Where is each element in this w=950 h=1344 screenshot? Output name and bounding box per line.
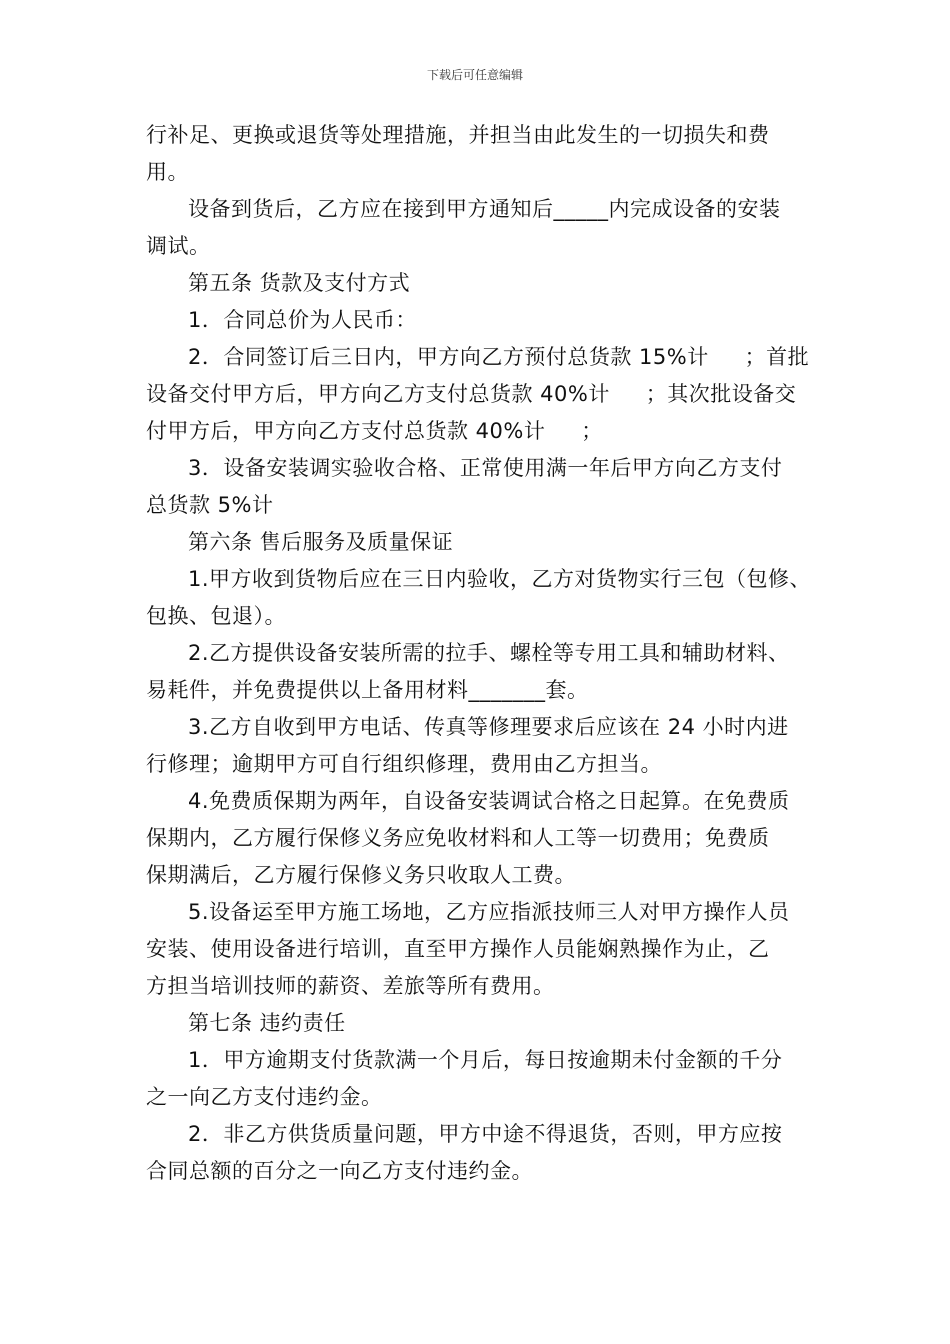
- text-line: 1．甲方逾期支付货款满一个月后，每日按逾期未付金额的千分: [188, 1048, 783, 1072]
- text-line: 安装、使用设备进行培训，直至甲方操作人员能娴熟操作为止，乙: [146, 937, 770, 961]
- text-line: 设备到货后，乙方应在接到甲方通知后_____内完成设备的安装: [188, 197, 781, 221]
- text-line: 2.乙方提供设备安装所需的拉手、螺栓等专用工具和辅助材料、: [188, 641, 790, 665]
- text-line: 之一向乙方支付违约金。: [146, 1085, 383, 1109]
- page-header: 下载后可任意编辑: [426, 68, 523, 82]
- text-line: 设备交付甲方后，甲方向乙方支付总货款 40%计 ；其次批设备交: [146, 382, 797, 406]
- text-line: 调试。: [146, 234, 211, 258]
- text-line: 保期满后，乙方履行保修义务只收取人工费。: [146, 863, 576, 887]
- text-line: 第六条 售后服务及质量保证: [188, 530, 454, 554]
- text-line: 总货款 5%计: [146, 493, 274, 517]
- text-line: 包换、包退）。: [146, 604, 286, 628]
- text-line: 2．非乙方供货质量问题，甲方中途不得退货，否则，甲方应按: [188, 1122, 783, 1146]
- text-line: 第五条 货款及支付方式: [188, 271, 411, 295]
- text-line: 3.乙方自收到甲方电话、传真等修理要求后应该在 24 小时内进: [188, 715, 789, 739]
- text-line: 2．合同签订后三日内，甲方向乙方预付总货款 15%计 ；首批: [188, 345, 810, 369]
- text-line: 4.免费质保期为两年，自设备安装调试合格之日起算。在免费质: [188, 789, 790, 813]
- text-line: 5.设备运至甲方施工场地，乙方应指派技师三人对甲方操作人员: [188, 900, 790, 924]
- text-line: 易耗件，并免费提供以上备用材料_______套。: [146, 678, 589, 702]
- text-line: 行修理；逾期甲方可自行组织修理，费用由乙方担当。: [146, 752, 662, 776]
- document-body: [146, 117, 826, 1190]
- text-line: 保期内，乙方履行保修义务应免收材料和人工等一切费用；免费质: [146, 826, 770, 850]
- text-line: 方担当培训技师的薪资、差旅等所有费用。: [146, 974, 555, 998]
- text-line: 第七条 违约责任: [188, 1011, 346, 1035]
- text-line: 3．设备安装调实验收合格、正常使用满一年后甲方向乙方支付: [188, 456, 783, 480]
- text-line: 1.甲方收到货物后应在三日内验收，乙方对货物实行三包（包修、: [188, 567, 812, 591]
- text-line: 付甲方后，甲方向乙方支付总货款 40%计 ；: [146, 419, 603, 443]
- text-line: 用。: [146, 160, 189, 184]
- text-line: 1．合同总价为人民币：: [188, 308, 417, 332]
- text-lines: [146, 117, 826, 1190]
- text-line: 合同总额的百分之一向乙方支付违约金。: [146, 1159, 533, 1183]
- text-line: 行补足、更换或退货等处理措施，并担当由此发生的一切损失和费: [146, 123, 770, 147]
